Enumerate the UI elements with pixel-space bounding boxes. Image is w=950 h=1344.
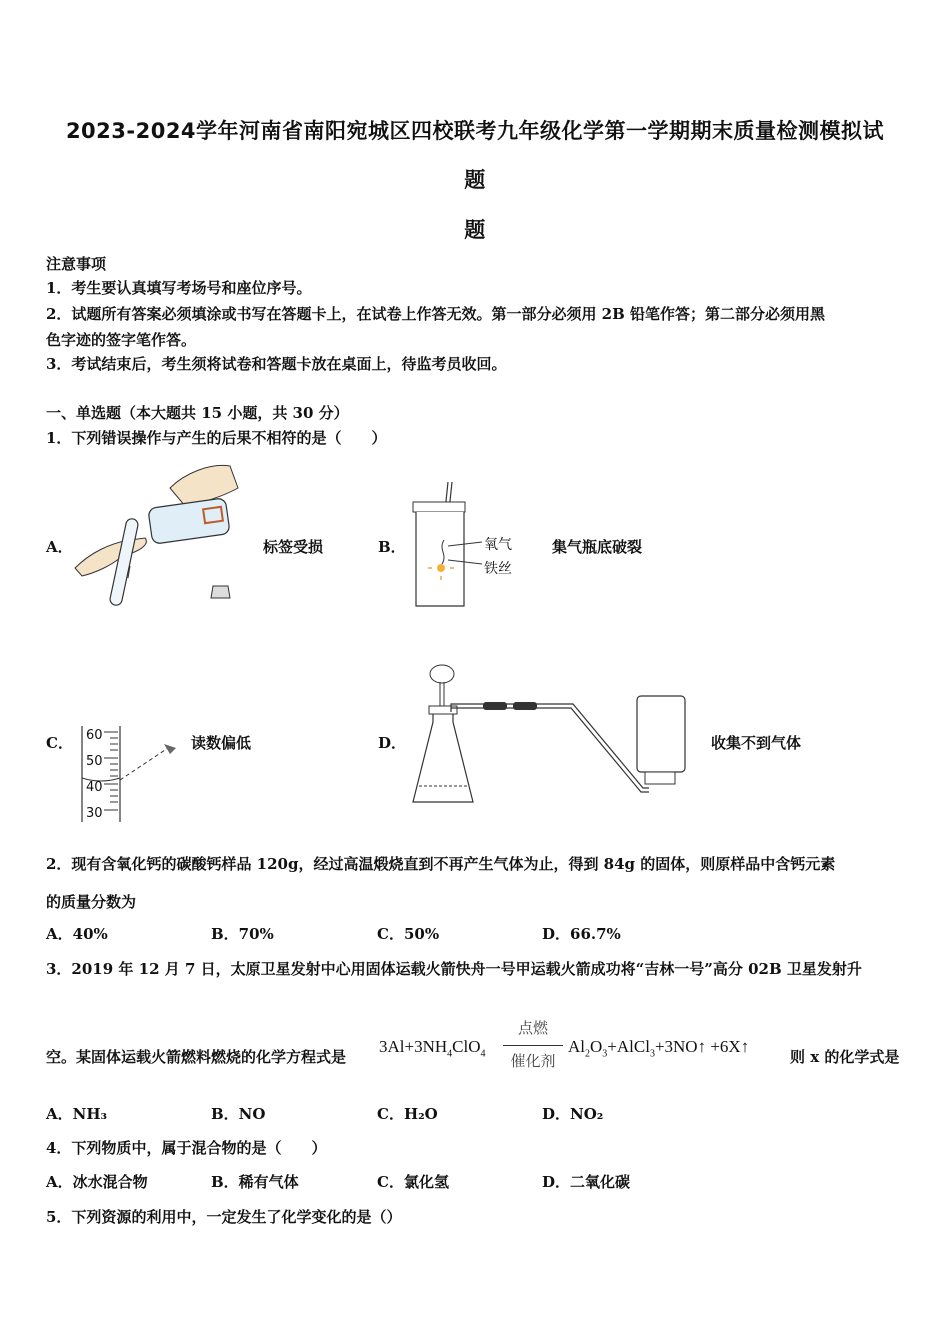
- page-title: 2023-2024学年河南省南阳宛城区四校联考九年级化学第一学期期末质量检测模拟试: [65, 119, 885, 143]
- page-title-continued: 题: [464, 168, 486, 192]
- q3-option-c[interactable]: C．H₂O: [377, 1105, 438, 1123]
- option-a-letter: A．: [46, 538, 73, 556]
- q2-option-b[interactable]: B．70%: [211, 925, 274, 943]
- q3-option-a[interactable]: A．NH₃: [46, 1105, 108, 1123]
- question-3-stem-cont: 空。某固体运载火箭燃料燃烧的化学方程式是: [46, 1048, 347, 1066]
- option-d-letter: D．: [378, 734, 407, 752]
- tick-label: 60: [86, 728, 103, 743]
- q3-option-b[interactable]: B．NO: [211, 1105, 266, 1123]
- equation-condition-top: 点燃: [517, 1019, 548, 1037]
- chemical-equation-left: $3Al+3NH_4ClO_4$: [379, 1037, 486, 1060]
- question-5-stem: 5．下列资源的利用中，一定发生了化学变化的是（）: [46, 1208, 402, 1226]
- q4-option-d[interactable]: D．二氧化碳: [542, 1173, 631, 1191]
- label-pointer-lines: [448, 538, 484, 568]
- section-heading: 一、单选题（本大题共 15 小题，共 30 分）: [46, 404, 349, 422]
- equation-arrow: [503, 1045, 563, 1046]
- chemical-equation-right: $Al_2O_3+AlCl_3+3NO↑$ +6X↑: [568, 1037, 750, 1060]
- option-c-result: 读数偏低: [191, 734, 252, 752]
- q2-option-a[interactable]: A．40%: [46, 925, 108, 943]
- option-c-letter: C．: [46, 734, 73, 752]
- tick-label: 50: [86, 754, 103, 769]
- option-b-letter: B．: [378, 538, 406, 556]
- page-title-repeat: 题: [464, 218, 486, 242]
- q4-option-c[interactable]: C．氯化氢: [377, 1173, 449, 1191]
- notice-item: 2．试题所有答案必须填涂或书写在答题卡上，在试卷上作答无效。第一部分必须用 2B 铅笔作答；第二部分必须用黑: [46, 305, 826, 323]
- option-b-result: 集气瓶底破裂: [552, 538, 643, 556]
- option-d-result: 收集不到气体: [711, 734, 802, 752]
- question-2-stem-cont: 的质量分数为: [46, 893, 137, 911]
- tick-label: 40: [86, 780, 103, 795]
- tick-label: 30: [86, 806, 103, 821]
- pouring-liquid-figure: [70, 458, 250, 608]
- question-4-stem: 4．下列物质中，属于混合物的是（ ）: [46, 1139, 327, 1157]
- label-oxygen: 氧气: [484, 537, 512, 553]
- notice-item: 1．考生要认真填写考场号和座位序号。: [46, 279, 312, 297]
- q2-option-d[interactable]: D．66.7%: [542, 925, 621, 943]
- option-a-result: 标签受损: [263, 538, 324, 556]
- question-3-stem: 3．2019 年 12 月 7 日，太原卫星发射中心用固体运载火箭快舟一号甲运载火箭成功将“吉林一号”高分 02B 卫星发射升: [46, 960, 862, 978]
- equation-condition-bottom: 催化剂: [510, 1052, 556, 1070]
- q2-option-c[interactable]: C．50%: [377, 925, 440, 943]
- label-iron-wire: 铁丝: [484, 561, 512, 577]
- q4-option-a[interactable]: A．冰水混合物: [46, 1173, 148, 1191]
- q3-option-d[interactable]: D．NO₂: [542, 1105, 604, 1123]
- question-1-stem: 1．下列错误操作与产生的后果不相符的是（ ）: [46, 429, 387, 447]
- question-3-stem-tail: 则 x 的化学式是: [790, 1048, 900, 1066]
- notice-heading: 注意事项: [46, 255, 107, 273]
- q4-option-b[interactable]: B．稀有气体: [211, 1173, 299, 1191]
- notice-item: 3．考试结束后，考生须将试卷和答题卡放在桌面上，待监考员收回。: [46, 355, 507, 373]
- gas-collection-apparatus-figure: [405, 660, 695, 810]
- question-2-stem: 2．现有含氧化钙的碳酸钙样品 120g，经过高温煅烧直到不再产生气体为止，得到 84g 的固体，则原样品中含钙元素: [46, 855, 836, 873]
- notice-item: 色字迹的签字笔作答。: [46, 331, 197, 349]
